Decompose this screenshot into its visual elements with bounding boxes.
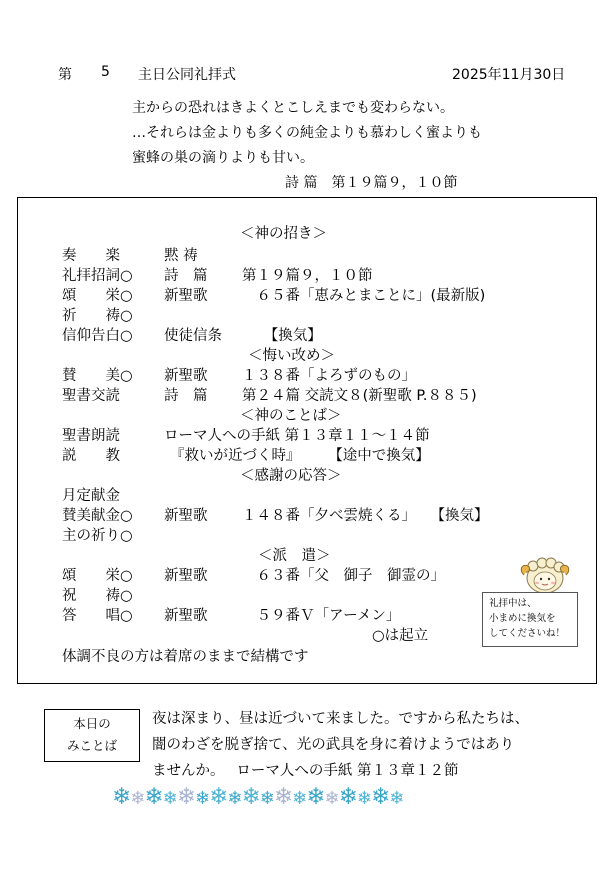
row-detail: １３８番「よろずのもの」 (242, 368, 416, 384)
row-label: 頌 栄○ (62, 568, 133, 584)
row-label: 頌 栄○ (62, 288, 133, 304)
snowflake-icon: ❄ (227, 788, 242, 809)
snowflake-icon: ❄ (389, 788, 404, 809)
service-title: 主日公同礼拝式 (138, 67, 236, 83)
row-label: 祝 祷○ (62, 588, 133, 604)
row-item: 新聖歌 (164, 508, 208, 524)
row-label: 聖書朗読 (62, 428, 120, 444)
row-label: 答 唱○ (62, 608, 133, 624)
row-detail: １４８番「夕べ雲焼くる」 【換気】 (242, 508, 489, 524)
row-item: ローマ人への手紙 第１３章１１～１４節 (164, 428, 430, 444)
row-detail: 第１９篇９，１０節 (242, 268, 373, 284)
row-item: 新聖歌 (164, 608, 208, 624)
snowflake-icon: ❄ (176, 784, 196, 810)
section-sending: ＜派 遣＞ (258, 548, 331, 564)
row-item: 新聖歌 (164, 368, 208, 384)
row-item: 詩 篇 (164, 268, 208, 284)
row-detail: ６３番「父 御子 御霊の」 (242, 568, 445, 584)
row-item: 黙 祷 (164, 248, 198, 264)
section-response: ＜感謝の応答＞ (240, 468, 342, 484)
row-label: 祈 祷○ (62, 308, 133, 324)
row-label: 礼拝招詞○ (62, 268, 133, 284)
row-detail: ５９番Ｖ「アーメン」 (242, 608, 401, 624)
standing-note: ○は起立 (372, 628, 429, 644)
today-word-line-2: 闇のわざを脱ぎ捨て、光の武具を身に着けようではあり (152, 737, 515, 753)
row-label: 聖書交読 (62, 388, 120, 404)
snowflake-icon: ❄ (371, 784, 390, 810)
row-detail: 【換気】 (242, 328, 322, 344)
snowflake-icon: ❄ (195, 788, 210, 809)
snowflake-icon: ❄ (306, 784, 325, 810)
service-date: 2025年11月30日 (452, 67, 566, 83)
row-item: 新聖歌 (164, 288, 208, 304)
snowflake-icon: ❄ (324, 788, 339, 809)
snowflake-icon: ❄ (292, 788, 307, 809)
snowflake-icon: ❄ (241, 784, 260, 810)
row-label: 賛美献金○ (62, 508, 133, 524)
snowflake-icon: ❄ (112, 784, 131, 810)
verse-line-1: 主からの恐れはきよくとこしえまでも変わらない。 (132, 100, 454, 116)
snowflake-border (112, 784, 403, 810)
today-word-label-line: 本日の (73, 716, 111, 731)
snowflake-icon: ❄ (209, 784, 228, 810)
snowflake-icon: ❄ (162, 788, 177, 809)
sheep-mascot-icon (520, 557, 570, 597)
today-word-label-line: みことば (66, 738, 117, 753)
row-detail: 第２４篇 交読文８(新聖歌 P.８８５) (242, 388, 477, 404)
today-word-label-box (44, 709, 140, 762)
row-label: 主の祈り○ (62, 528, 133, 544)
section-invitation: ＜神の招き＞ (240, 226, 327, 242)
row-detail: ６５番「恵みとまことに」(最新版) (242, 288, 486, 304)
ventilation-note (482, 592, 578, 647)
service-number: 5 (101, 64, 110, 80)
health-note: 体調不良の方は着席のままで結構です (62, 649, 309, 665)
ventilation-note-line: してくださいね！ (489, 628, 566, 639)
verse-line-3: 蜜蜂の巣の滴りよりも甘い。 (132, 150, 314, 166)
ventilation-note-line: 小まめに換気を (489, 613, 556, 624)
today-word-line-3: ませんか。 ローマ人への手紙 第１３章１２節 (152, 763, 459, 779)
row-item: 新聖歌 (164, 568, 208, 584)
ventilation-note-line: 礼拝中は、 (489, 598, 537, 609)
today-word-line-1: 夜は深まり、昼は近づいて来ました。ですから私たちは、 (152, 711, 529, 727)
row-label: 賛 美○ (62, 368, 133, 384)
row-label: 月定献金 (62, 488, 120, 504)
snowflake-icon: ❄ (273, 784, 293, 810)
section-word: ＜神のことば＞ (240, 408, 342, 424)
sermon-title: 『救いが近づく時』 (170, 448, 301, 464)
section-repentance: ＜悔い改め＞ (248, 348, 335, 364)
snowflake-icon: ❄ (144, 784, 163, 810)
snowflake-icon: ❄ (259, 788, 274, 809)
snowflake-icon: ❄ (130, 788, 145, 809)
snowflake-icon: ❄ (356, 788, 371, 809)
row-detail: 【途中で換気】 (292, 448, 430, 464)
row-label: 奏 楽 (62, 248, 120, 264)
row-item: 詩 篇 (164, 388, 208, 404)
verse-reference: 詩 篇 第１９篇９，１０節 (285, 175, 458, 191)
row-label: 説 教 (62, 448, 120, 464)
snowflake-icon: ❄ (338, 784, 357, 810)
row-item: 使徒信条 (164, 328, 222, 344)
row-label: 信仰告白○ (62, 328, 133, 344)
header-dai: 第 (58, 67, 72, 83)
verse-line-2: …それらは金よりも多くの純金よりも慕わしく蜜よりも (132, 125, 482, 141)
